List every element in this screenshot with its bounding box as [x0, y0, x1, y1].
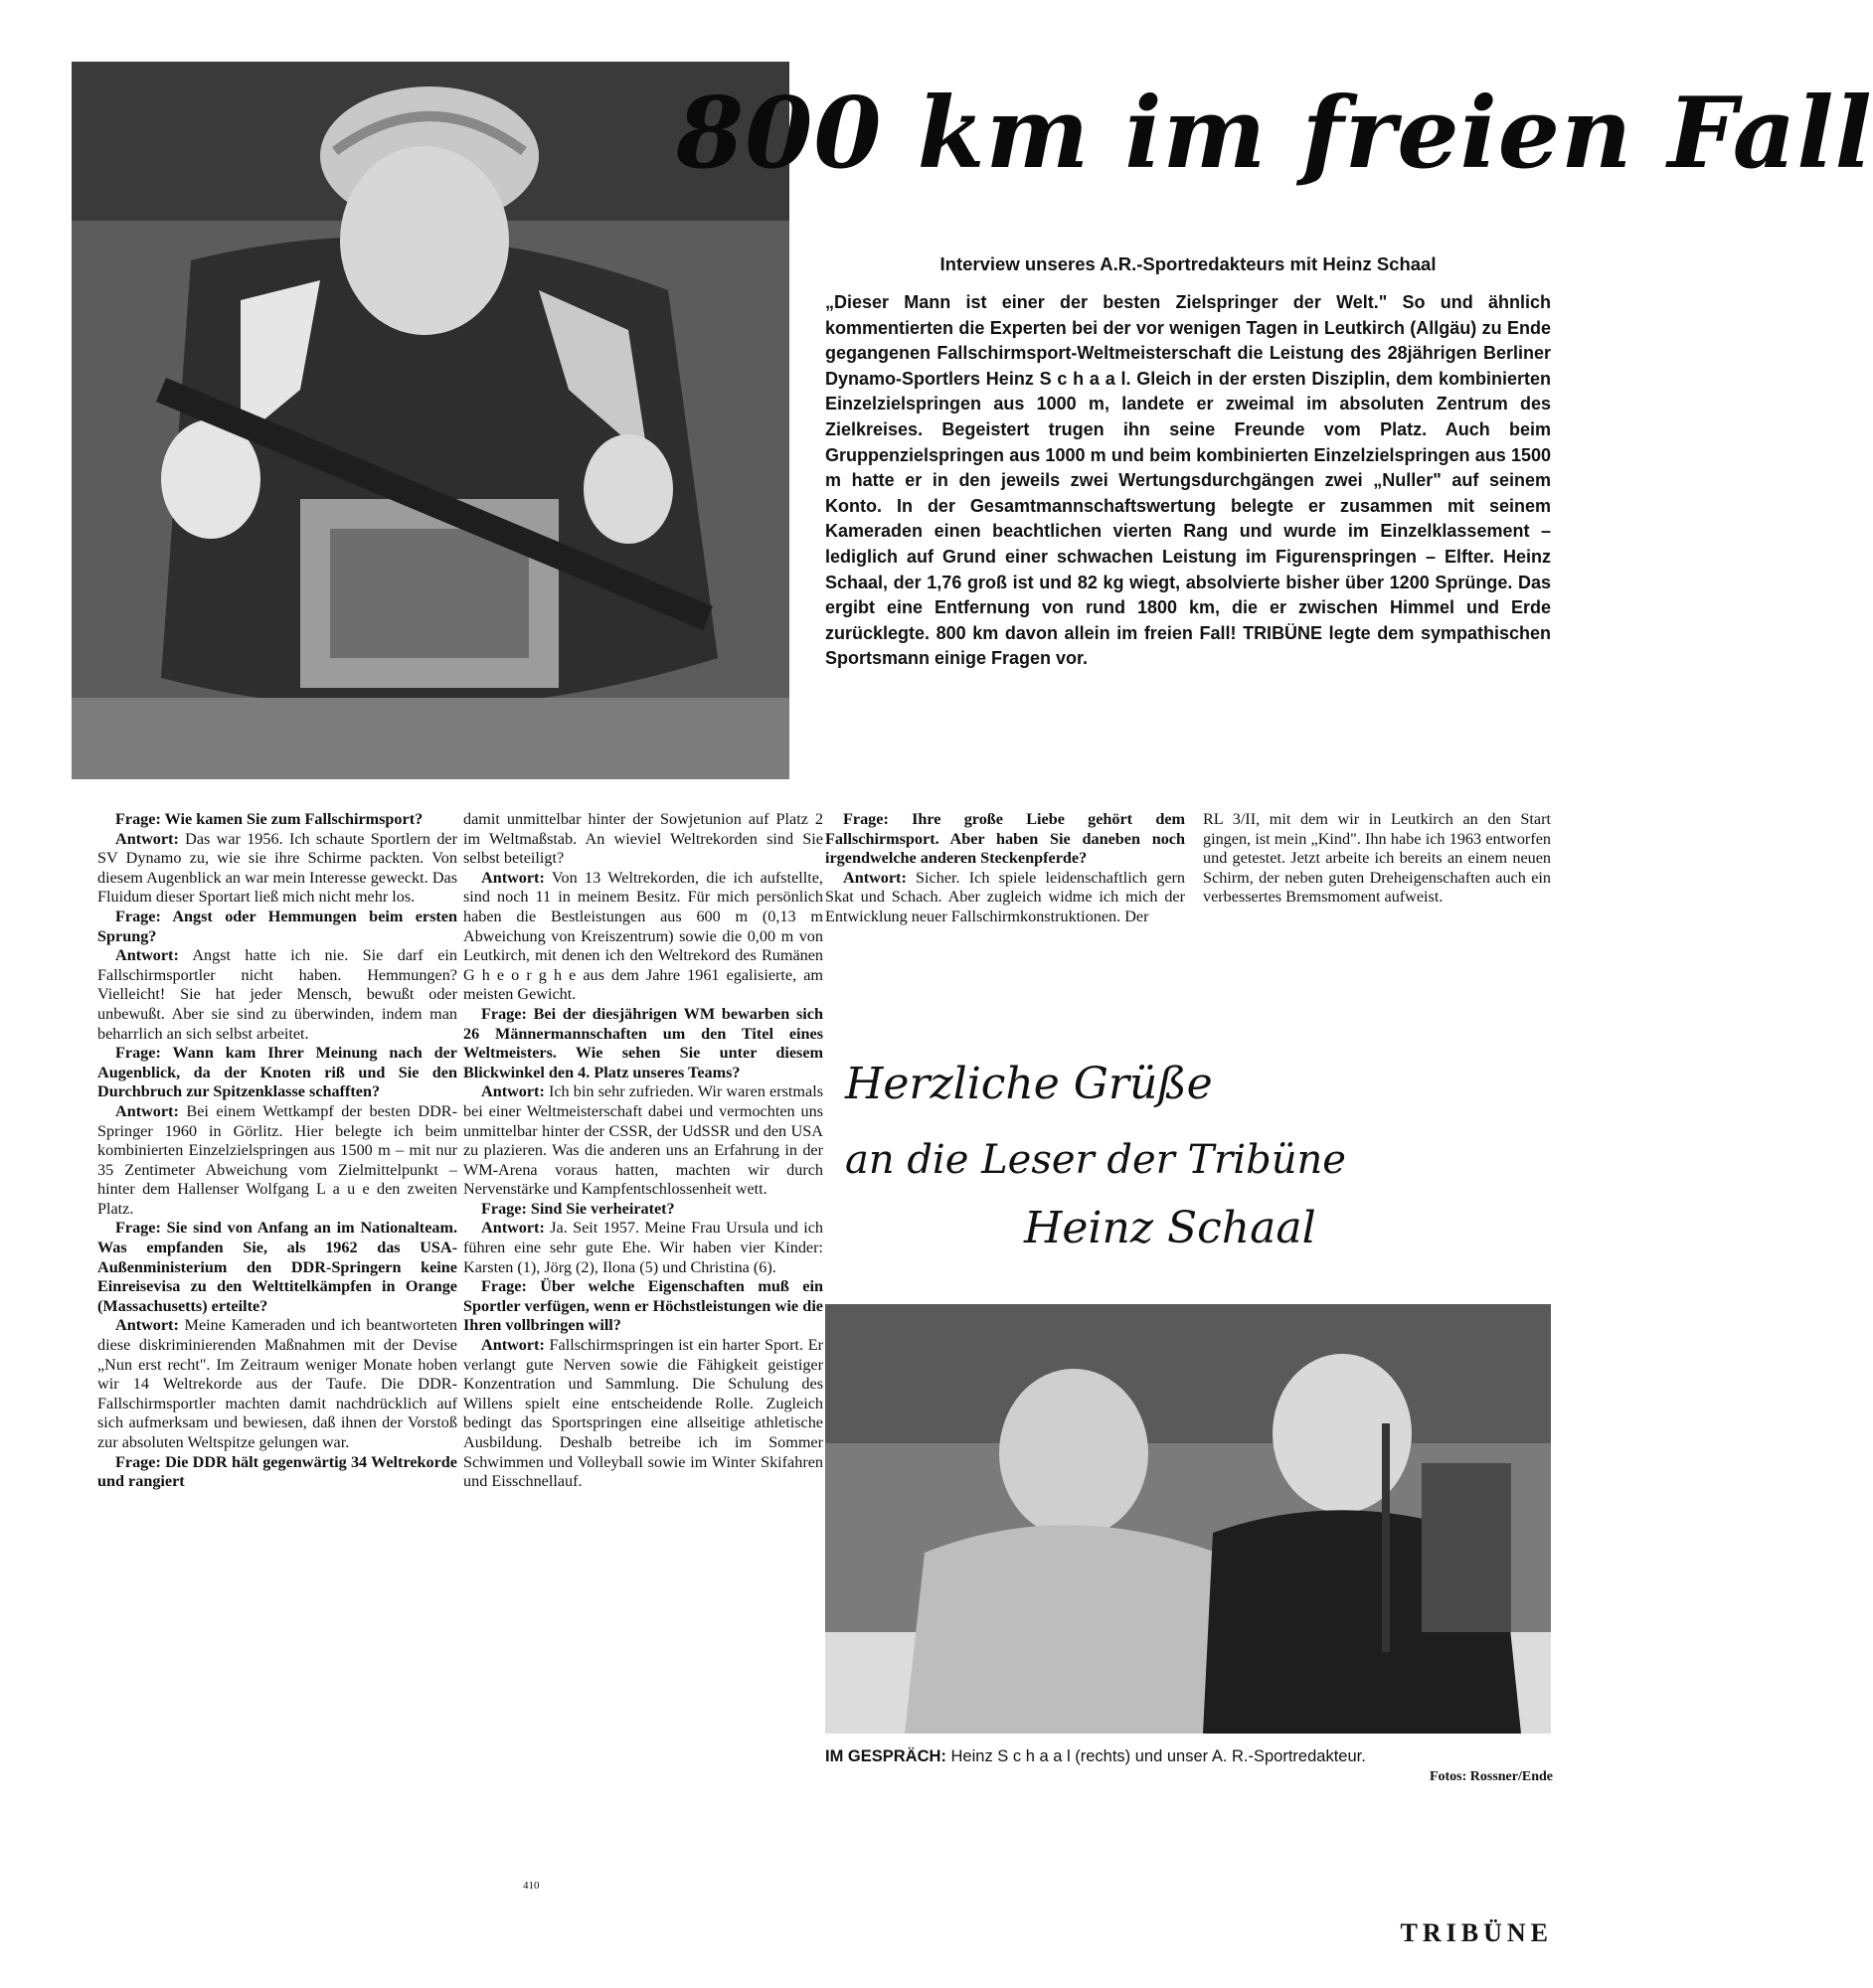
photo-credits: Fotos: Rossner/Ende: [1429, 1769, 1553, 1784]
question: Frage: Sie sind von Anfang an im Nationalteam. Was empfanden Sie, als 1962 das USA-Außenministerium den DDR-Springern keine Einreisevisa zu den Welttitelkämpfen in Orange (Massachusetts) erteilte?: [97, 1219, 457, 1315]
photo-caption: [825, 1747, 1556, 1766]
answer: [463, 869, 823, 1005]
answer-text: Von 13 Weltrekorden, die ich aufstellte, sind noch 11 in meinem Besitz. Für mich persönlich haben die Bestleistungen aus 600 m (0,13 m Abweichung von Kreiszentrum) sowie die 0,00 m von Leutkirch, mit denen ich den Weltrekord des Rumänen G h e o r g h e aus dem Jahre 1961 egalisierte, am meisten Gewicht.: [463, 868, 823, 1004]
answer-text: Meine Kameraden und ich beantworteten diese diskriminierenden Maßnahmen mit der Devise „Nun erst recht". Im Zeitraum weniger Monate hoben wir 14 Weltrekorde aus der Taufe. Die DDR-Fallschirmsportler machten damit nachdrücklich auf sich aufmerksam und bewiesen, daß ihnen der Vorstoß zur absoluten Weltspitze gelungen war.: [97, 1316, 458, 1451]
interview-photo: [825, 1304, 1551, 1734]
answer: [97, 830, 457, 908]
article-column-4: [1203, 810, 1551, 908]
answer-label: Antwort:: [115, 829, 179, 848]
headline: 800 km im freien Fall: [676, 77, 1873, 191]
article-column-3: [825, 810, 1185, 927]
signature-line-2: an die Leser der Tribüne: [845, 1137, 1346, 1183]
question: Frage: Wie kamen Sie zum Fallschirmsport?: [115, 810, 424, 828]
answer-label: Antwort:: [481, 1336, 545, 1355]
lead-paragraph: „Dieser Mann ist einer der besten Zielspringer der Welt." So und ähnlich kommentierten die Experten bei der vor wenigen Tagen in Leutkirch (Allgäu) zu Ende gegangenen Fallschirmsport-Weltmeisterschaft die Leistung des 28jährigen Berliner Dynamo-Sportlers Heinz S c h a a l. Gleich in der ersten Disziplin, dem kombinierten Einzelzielspringen aus 1000 m, landete er zweimal im absoluten Zentrum des Zielkreises. Begeistert trugen ihn seine Freunde vom Platz. Auch beim Gruppenzielspringen aus 1000 m und beim kombinierten Einzelzielspringen aus 1500 m hatte er in den jeweils zwei Wertungsdurchgängen zwei „Nuller" auf seinem Konto. In der Gesamtmannschaftswertung belegte er zusammen mit seinem Kameraden einen beachtlichen vierten Rang und wurde im Einzelklassement – lediglich auf Grund einer schwachen Leistung im Figurenspringen – Elfter. Heinz Schaal, der 1,76 groß ist und 82 kg wiegt, absolvierte bisher über 1200 Sprünge. Das ergibt eine Entfernung von rund 1800 km, die er zwischen Himmel und Erde zurücklegte. 800 km davon allein im freien Fall! TRIBÜNE legte dem sympathischen Sportsmann einige Fragen vor.: [825, 292, 1551, 669]
answer-label: Antwort:: [481, 1219, 545, 1238]
signature-line-1: Herzliche Grüße: [845, 1059, 1213, 1109]
publication-name: TRIBÜNE: [1400, 1918, 1553, 1947]
answer-text: Sicher. Ich spiele leidenschaftlich gern Skat und Schach. Aber zugleich widme ich mich der Entwicklung neuer Fallschirmkonstruktionen. Der: [825, 868, 1185, 925]
caption-label: IM GESPRÄCH:: [825, 1747, 946, 1765]
answer: [97, 1102, 457, 1220]
article-column-2: [463, 810, 823, 1492]
question: Frage: Wann kam Ihrer Meinung nach der Augenblick, da der Knoten riß und Sie den Durchbruch zur Spitzenklasse schafften?: [97, 1044, 457, 1101]
answer-text: Fallschirmspringen ist ein harter Sport. Er verlangt gute Nerven sowie die Fähigkeit geistiger Konzentration und Sammlung. Die Schulung des Willens spielt eine entscheidende Rolle. Zugleich bedingt das Sportspringen eine allseitige athletische Ausbildung. Deshalb betreibe ich im Sommer Schwimmen und Volleyball sowie im Winter Skifahren und Eisschnellauf.: [463, 1336, 824, 1491]
continued-text: RL 3/II, mit dem wir in Leutkirch an den Start gingen, ist mein „Kind". Ihn habe ich 1963 entworfen und getestet. Jetzt arbeite ich bereits an einem neuen Schirm, der neben guten Dreheigenschaften auch ein verbessertes Bremsmoment aufweist.: [1203, 810, 1551, 907]
answer-label: Antwort:: [481, 1082, 545, 1101]
caption-text: (rechts) und unser A. R.-Sportredakteur.: [1075, 1747, 1366, 1765]
handwritten-signature: [825, 1039, 1551, 1267]
answer: [97, 946, 457, 1044]
answer-text: Ja. Seit 1957. Meine Frau Ursula und ich führen eine sehr gute Ehe. Wir haben vier Kinder: Karsten (1), Jörg (2), Ilona (5) und Christina (6).: [463, 1219, 824, 1276]
answer-label: Antwort:: [481, 868, 545, 887]
answer-text: Das war 1956. Ich schaute Sportlern der SV Dynamo zu, wie sie ihre Schirme packten. Von diesem Augenblick an war mein Interesse geweckt. Das Fluidum dieser Sportart ließ mich nicht mehr los.: [97, 829, 458, 907]
question: Frage: Über welche Eigenschaften muß ein Sportler verfügen, wenn er Höchstleistungen wie die Ihren vollbringen will?: [463, 1277, 823, 1335]
question: Frage: Sind Sie verheiratet?: [481, 1199, 675, 1218]
continued-text: damit unmittelbar hinter der Sowjetunion auf Platz 2 im Weltmaßstab. An wieviel Weltrekorden sind Sie selbst beteiligt?: [463, 810, 823, 868]
question: Frage: Ihre große Liebe gehört dem Fallschirmsport. Aber haben Sie daneben noch irgendwelche anderen Steckenpferde?: [825, 810, 1185, 868]
answer-text: Bei einem Wettkampf der besten DDR-Springer 1960 in Görlitz. Hier belegte ich beim kombinierten Einzelzielspringen aus 1500 m – mit nur 35 Zentimeter Abweichung vom Zielmittelpunkt – hinter dem Hallenser Wolfgang L a u e den zweiten Platz.: [97, 1101, 457, 1218]
answer: [97, 1316, 457, 1452]
answer-label: Antwort:: [115, 1101, 179, 1120]
answer: [463, 1082, 823, 1200]
question: Frage: Die DDR hält gegenwärtig 34 Weltrekorde und rangiert: [97, 1452, 457, 1491]
answer: [825, 869, 1185, 927]
answer-label: Antwort:: [843, 868, 907, 887]
article-column-1: [97, 810, 457, 1492]
question: Frage: Bei der diesjährigen WM bewarben sich 26 Männermannschaften um den Titel eines Weltmeisters. Wie sehen Sie unter diesem Blickwinkel den 4. Platz unseres Teams?: [463, 1004, 823, 1081]
answer-text: Angst hatte ich nie. Sie darf ein Fallschirmsportler nicht haben. Hemmungen? Vielleicht! Sie hat jeder Mensch, bewußt oder unbewußt. Aber sie sind zu überwinden, indem man beharrlich an sich selbst arbeitet.: [97, 946, 457, 1043]
answer: [463, 1336, 823, 1492]
signature-line-3: Heinz Schaal: [1024, 1203, 1316, 1253]
answer-label: Antwort:: [115, 946, 179, 965]
caption-name: Heinz S c h a a l: [950, 1747, 1071, 1765]
question: Frage: Angst oder Hemmungen beim ersten Sprung?: [97, 907, 457, 945]
answer: [463, 1219, 823, 1277]
subhead: Interview unseres A.R.-Sportredakteurs mit Heinz Schaal: [939, 253, 1437, 274]
answer-text: Ich bin sehr zufrieden. Wir waren erstmals bei einer Weltmeisterschaft dabei und vermochten uns unmittelbar hinter der CSSR, der UdSSR und den USA zu plazieren. Was die anderen uns an Erfahrung in der WM-Arena voraus hatten, machten wir durch Nervenstärke und Kampfentschlossenheit wett.: [463, 1082, 823, 1199]
page-number: 410: [523, 1880, 540, 1892]
answer-label: Antwort:: [115, 1316, 179, 1335]
